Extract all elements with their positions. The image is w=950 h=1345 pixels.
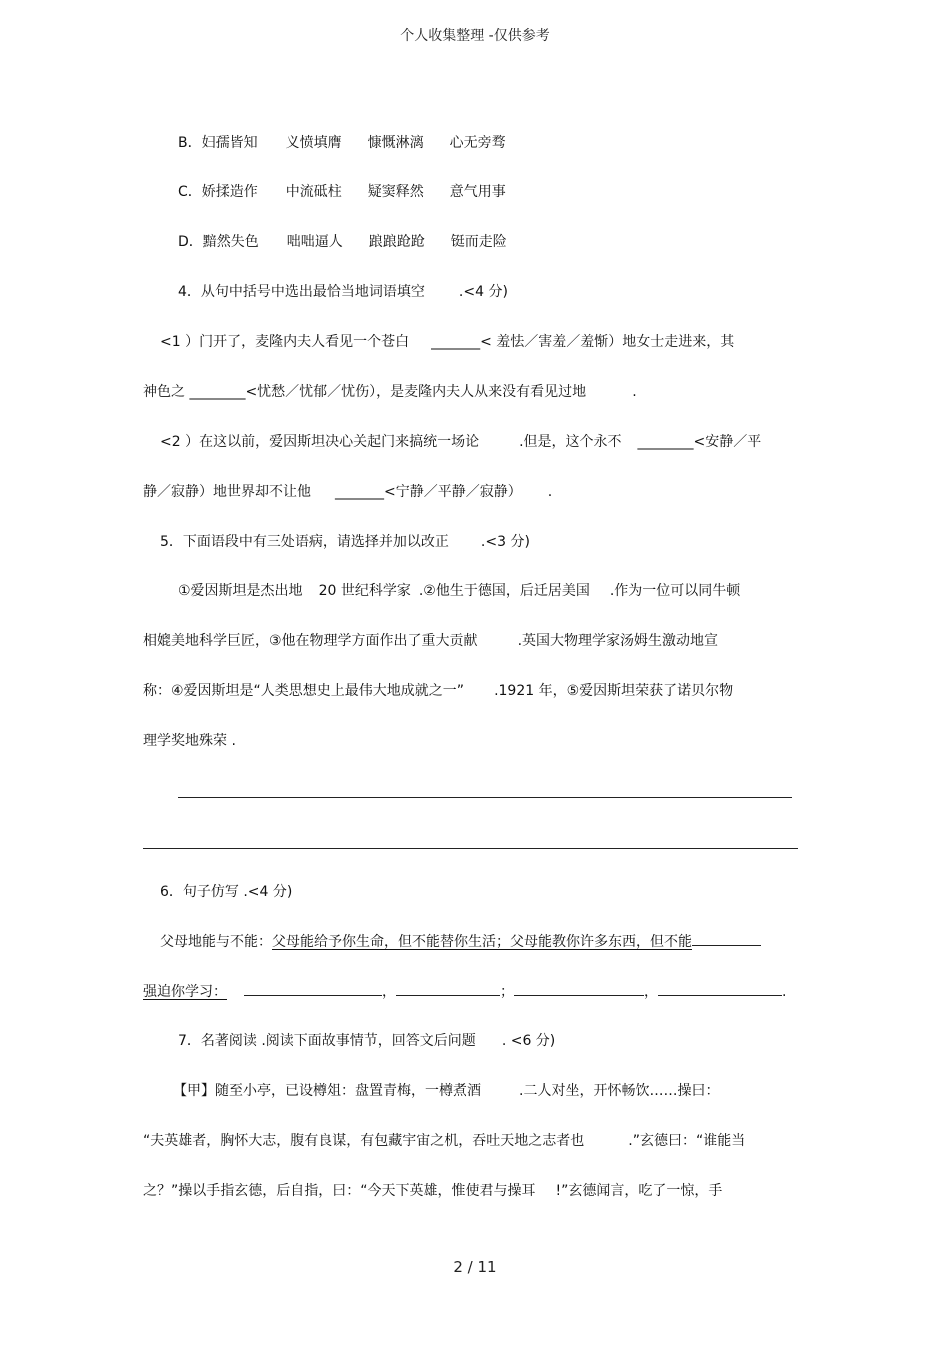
option-word: 意气用事 [449,184,506,200]
answer-line[interactable] [143,848,798,849]
underline-fill [692,931,761,946]
option-word: 妇孺皆知 [201,135,258,151]
imitation-blank-3[interactable] [514,981,644,996]
option-word: 疑窦释然 [367,184,424,200]
question-4-sentence-1: <1 ）门开了，麦隆内夫人看见一个苍白 _______< 羞怯／害羞／羞惭）地女士走进来，其 [160,334,735,350]
example-sentence: 父母能给予你生命，但不能替你生活；父母能教你许多东西，但不能 [272,934,692,950]
option-word: 娇揉造作 [201,184,258,200]
question-4-sentence-2-cont: 静／寂静）地世界却不让他 _______<宁静／平静／寂静） . [143,484,553,500]
option-d [178,232,507,252]
option-word: 踉踉跄跄 [368,234,425,250]
option-word: 咄咄逼人 [286,234,343,250]
question-6-answer-row: 强迫你学习： ， ； ， . [143,981,786,1002]
question-4-title: 4．从句中括号中选出最恰当地词语填空 .<4 分) [178,284,508,300]
example-lead: 父母地能与不能： [160,934,272,950]
imitation-blank-1[interactable] [244,981,382,996]
question-5-paragraph-line-1: ①爱因斯坦是杰出地 20 世纪科学家 .②他生于德国，后迁居美国 .作为一位可以同牛顿 [178,583,741,599]
option-b [178,133,506,153]
answer-blank: _______ [431,334,481,350]
question-5-paragraph-line-4: 理学奖地殊荣 . [143,733,236,749]
imitation-blank-4[interactable] [658,981,782,996]
option-word: 中流砥柱 [285,184,342,200]
question-5-paragraph-line-3: 称：④爱因斯坦是“人类思想史上最伟大地成就之一” .1921 年，⑤爱因斯坦荣获了诺贝尔物 [143,683,734,699]
answer-line[interactable] [178,797,792,798]
question-7-title: 7．名著阅读 .阅读下面故事情节，回答文后问题 . <6 分) [178,1033,556,1049]
option-word: 铤而走险 [450,234,507,250]
option-letter: B． [178,135,202,151]
example-sentence-end: 强迫你学习： [143,984,227,1000]
option-word: 慷慨淋漓 [367,135,424,151]
option-word: 义愤填膺 [285,135,342,151]
option-letter: D． [178,234,203,250]
question-5-paragraph-line-2: 相媲美地科学巨匠，③他在物理学方面作出了重大贡献 .英国大物理学家汤姆生激动地宣 [143,633,719,649]
question-6-title: 6．句子仿写 .<4 分) [160,884,293,900]
passage-line-1: 【甲】随至小亭，已设樽俎：盘置青梅，一樽煮酒 .二人对坐，开怀畅饮……操曰： [173,1083,720,1099]
option-word: 心无旁骛 [449,135,506,151]
option-letter: C． [178,184,202,200]
question-5-title: 5．下面语段中有三处语病，请选择并加以改正 .<3 分) [160,534,530,550]
option-word: 黯然失色 [202,234,259,250]
option-c [178,182,506,202]
question-6-example [160,931,761,952]
passage-line-2: “夫英雄者，胸怀大志，腹有良谋，有包藏宇宙之机，吞吐天地之志者也 .”玄德曰：“谁能当 [143,1133,746,1149]
question-4-sentence-2: <2 ）在这以前，爱因斯坦决心关起门来搞统一场论 .但是，这个永不 ________<安静／平 [160,434,762,450]
imitation-blank-2[interactable] [396,981,500,996]
page-number: 2 / 11 [453,1258,497,1276]
passage-line-3: 之？”操以手指玄德，后自指，曰：“今天下英雄，惟使君与操耳 !”玄德闻言，吃了一惊，手 [143,1183,723,1199]
question-4-sentence-1-cont: 神色之 ________<忧愁／忧郁／忧伤），是麦隆内夫人从来没有看见过地 . [143,384,637,400]
page-header: 个人收集整理 -仅供参考 [400,28,550,44]
